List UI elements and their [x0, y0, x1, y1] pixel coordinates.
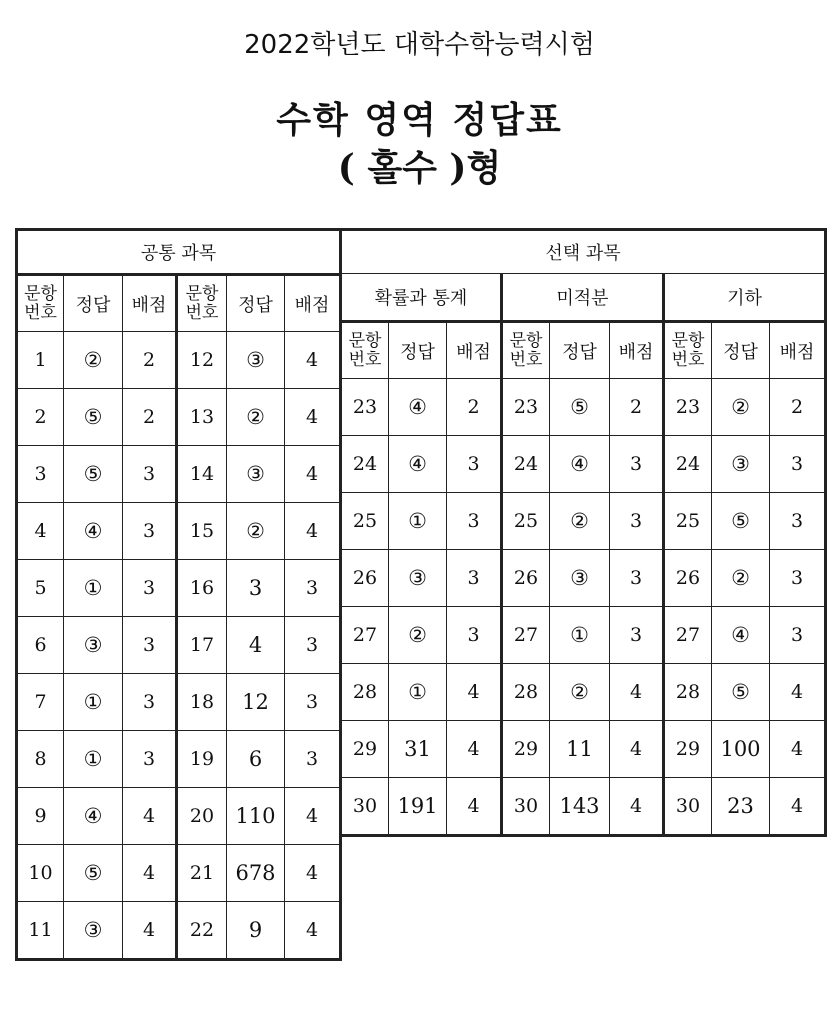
answer-cell: 31 — [389, 721, 447, 778]
score-cell: 3 — [123, 731, 177, 788]
score-cell: 3 — [285, 560, 341, 617]
score-cell: 3 — [285, 731, 341, 788]
answer-cell: 6 — [227, 731, 285, 788]
answer-cell: ② — [550, 493, 610, 550]
question-number-cell: 21 — [177, 845, 227, 902]
elective-row — [341, 664, 826, 721]
answer-cell: ⑤ — [712, 664, 770, 721]
score-cell: 3 — [447, 607, 502, 664]
question-number-header: 문항 번호 — [664, 322, 712, 379]
question-number-cell: 5 — [17, 560, 64, 617]
answer-cell: ② — [227, 389, 285, 446]
score-cell: 3 — [447, 493, 502, 550]
answer-header: 정답 — [389, 322, 447, 379]
question-number-cell: 2 — [17, 389, 64, 446]
elective-column-labels — [341, 322, 826, 379]
answer-cell: 4 — [227, 617, 285, 674]
question-number-header: 문항 번호 — [502, 322, 550, 379]
answer-cell: ⑤ — [550, 379, 610, 436]
common-row — [17, 674, 341, 731]
elective-row — [341, 721, 826, 778]
subject-probability-statistics: 확률과 통계 — [341, 274, 502, 322]
elective-subjects-row — [341, 274, 826, 322]
common-row — [17, 503, 341, 560]
answer-cell: ① — [550, 607, 610, 664]
score-cell: 3 — [770, 436, 826, 493]
score-cell: 3 — [610, 607, 664, 664]
common-row — [17, 560, 341, 617]
question-number-cell: 3 — [17, 446, 64, 503]
score-cell: 4 — [285, 845, 341, 902]
answer-cell: 9 — [227, 902, 285, 960]
question-number-cell: 23 — [341, 379, 389, 436]
answer-cell: 143 — [550, 778, 610, 836]
score-cell: 4 — [285, 389, 341, 446]
answer-cell: ① — [64, 674, 123, 731]
score-cell: 3 — [770, 550, 826, 607]
question-number-cell: 11 — [17, 902, 64, 960]
answer-cell: ④ — [64, 503, 123, 560]
question-number-cell: 25 — [502, 493, 550, 550]
score-header: 배점 — [285, 275, 341, 332]
answer-cell: ⑤ — [712, 493, 770, 550]
answer-cell: ③ — [712, 436, 770, 493]
answer-header: 정답 — [712, 322, 770, 379]
question-number-cell: 29 — [664, 721, 712, 778]
exam-title: 2022학년도 대학수학능력시험 — [244, 30, 595, 60]
score-cell: 2 — [447, 379, 502, 436]
answer-cell: ② — [550, 664, 610, 721]
question-number-header: 문항 번호 — [177, 275, 227, 332]
question-number-cell: 10 — [17, 845, 64, 902]
score-cell: 3 — [447, 550, 502, 607]
question-number-cell: 24 — [341, 436, 389, 493]
question-number-cell: 29 — [341, 721, 389, 778]
question-number-cell: 16 — [177, 560, 227, 617]
elective-row — [341, 379, 826, 436]
answer-cell: ① — [64, 731, 123, 788]
question-number-cell: 28 — [502, 664, 550, 721]
question-number-cell: 26 — [502, 550, 550, 607]
score-cell: 4 — [770, 721, 826, 778]
question-number-cell: 29 — [502, 721, 550, 778]
common-subject-table — [15, 228, 342, 961]
question-number-cell: 9 — [17, 788, 64, 845]
question-number-cell: 27 — [664, 607, 712, 664]
common-row — [17, 731, 341, 788]
question-number-cell: 27 — [502, 607, 550, 664]
answer-cell: ④ — [550, 436, 610, 493]
elective-row — [341, 778, 826, 836]
answer-cell: ① — [389, 664, 447, 721]
question-number-cell: 8 — [17, 731, 64, 788]
score-cell: 3 — [770, 607, 826, 664]
score-cell: 3 — [285, 674, 341, 731]
question-number-cell: 17 — [177, 617, 227, 674]
score-cell: 4 — [285, 446, 341, 503]
question-number-cell: 30 — [502, 778, 550, 836]
question-number-cell: 6 — [17, 617, 64, 674]
answer-sheet-title: 수학 영역 정답표 — [276, 99, 563, 141]
common-row — [17, 845, 341, 902]
common-column-labels — [17, 275, 341, 332]
subject-calculus: 미적분 — [502, 274, 664, 322]
answer-header: 정답 — [64, 275, 123, 332]
answer-cell: ④ — [389, 436, 447, 493]
answer-cell: ② — [64, 332, 123, 389]
score-cell: 3 — [123, 560, 177, 617]
score-cell: 3 — [610, 550, 664, 607]
answer-cell: ④ — [64, 788, 123, 845]
question-number-cell: 28 — [664, 664, 712, 721]
score-cell: 4 — [447, 664, 502, 721]
score-cell: 4 — [610, 778, 664, 836]
answer-cell: 11 — [550, 721, 610, 778]
score-cell: 3 — [770, 493, 826, 550]
elective-row — [341, 436, 826, 493]
answer-cell: ④ — [389, 379, 447, 436]
score-cell: 3 — [447, 436, 502, 493]
elective-subject-table — [339, 228, 827, 837]
answer-cell: ② — [227, 503, 285, 560]
answer-cell: 191 — [389, 778, 447, 836]
answer-cell: 110 — [227, 788, 285, 845]
answer-cell: ③ — [227, 446, 285, 503]
answer-cell: 100 — [712, 721, 770, 778]
answer-cell: 3 — [227, 560, 285, 617]
score-cell: 2 — [770, 379, 826, 436]
answer-cell: ③ — [389, 550, 447, 607]
question-number-cell: 24 — [502, 436, 550, 493]
score-cell: 4 — [770, 778, 826, 836]
answer-cell: ② — [389, 607, 447, 664]
question-number-cell: 13 — [177, 389, 227, 446]
common-subject-title: 공통 과목 — [17, 230, 341, 275]
score-cell: 4 — [447, 721, 502, 778]
elective-row — [341, 607, 826, 664]
score-cell: 4 — [123, 902, 177, 960]
answer-cell: ③ — [64, 902, 123, 960]
score-cell: 4 — [770, 664, 826, 721]
score-cell: 3 — [123, 674, 177, 731]
answer-cell: ③ — [64, 617, 123, 674]
question-number-cell: 22 — [177, 902, 227, 960]
answer-cell: ⑤ — [64, 446, 123, 503]
score-cell: 3 — [610, 436, 664, 493]
score-cell: 4 — [285, 788, 341, 845]
question-number-cell: 18 — [177, 674, 227, 731]
score-cell: 3 — [285, 617, 341, 674]
answer-cell: ③ — [550, 550, 610, 607]
question-number-cell: 26 — [664, 550, 712, 607]
question-number-cell: 30 — [664, 778, 712, 836]
question-number-cell: 28 — [341, 664, 389, 721]
question-number-cell: 30 — [341, 778, 389, 836]
answer-header: 정답 — [550, 322, 610, 379]
question-number-cell: 24 — [664, 436, 712, 493]
question-number-cell: 25 — [664, 493, 712, 550]
question-number-cell: 1 — [17, 332, 64, 389]
answer-header: 정답 — [227, 275, 285, 332]
answer-cell: ④ — [712, 607, 770, 664]
question-number-header: 문항 번호 — [341, 322, 389, 379]
answer-cell: ③ — [227, 332, 285, 389]
common-row — [17, 446, 341, 503]
common-row — [17, 617, 341, 674]
common-row — [17, 332, 341, 389]
answer-cell: ⑤ — [64, 845, 123, 902]
score-cell: 3 — [123, 617, 177, 674]
question-number-cell: 20 — [177, 788, 227, 845]
elective-row — [341, 493, 826, 550]
score-cell: 4 — [285, 503, 341, 560]
score-cell: 4 — [610, 664, 664, 721]
answer-cell: ① — [64, 560, 123, 617]
answer-cell: 12 — [227, 674, 285, 731]
score-cell: 4 — [610, 721, 664, 778]
score-cell: 4 — [447, 778, 502, 836]
common-row — [17, 389, 341, 446]
question-number-cell: 7 — [17, 674, 64, 731]
question-number-cell: 25 — [341, 493, 389, 550]
score-cell: 2 — [610, 379, 664, 436]
score-cell: 4 — [123, 788, 177, 845]
elective-row — [341, 550, 826, 607]
question-number-cell: 26 — [341, 550, 389, 607]
score-header: 배점 — [610, 322, 664, 379]
common-row — [17, 902, 341, 960]
exam-type: ( 홀수 )형 — [337, 147, 502, 189]
question-number-header: 문항 번호 — [17, 275, 64, 332]
answer-cell: 678 — [227, 845, 285, 902]
answer-cell: ② — [712, 379, 770, 436]
answer-cell: ② — [712, 550, 770, 607]
elective-header-row — [341, 230, 826, 274]
subject-geometry: 기하 — [664, 274, 826, 322]
question-number-cell: 27 — [341, 607, 389, 664]
question-number-cell: 23 — [664, 379, 712, 436]
score-cell: 3 — [123, 446, 177, 503]
question-number-cell: 23 — [502, 379, 550, 436]
score-cell: 3 — [123, 503, 177, 560]
score-header: 배점 — [770, 322, 826, 379]
elective-subject-title: 선택 과목 — [341, 230, 826, 274]
answer-cell: ① — [389, 493, 447, 550]
question-number-cell: 4 — [17, 503, 64, 560]
score-cell: 2 — [123, 332, 177, 389]
score-cell: 4 — [123, 845, 177, 902]
question-number-cell: 15 — [177, 503, 227, 560]
score-header: 배점 — [123, 275, 177, 332]
question-number-cell: 14 — [177, 446, 227, 503]
common-row — [17, 788, 341, 845]
answer-cell: 23 — [712, 778, 770, 836]
question-number-cell: 19 — [177, 731, 227, 788]
score-header: 배점 — [447, 322, 502, 379]
score-cell: 4 — [285, 902, 341, 960]
score-cell: 4 — [285, 332, 341, 389]
question-number-cell: 12 — [177, 332, 227, 389]
score-cell: 3 — [610, 493, 664, 550]
answer-cell: ⑤ — [64, 389, 123, 446]
score-cell: 2 — [123, 389, 177, 446]
